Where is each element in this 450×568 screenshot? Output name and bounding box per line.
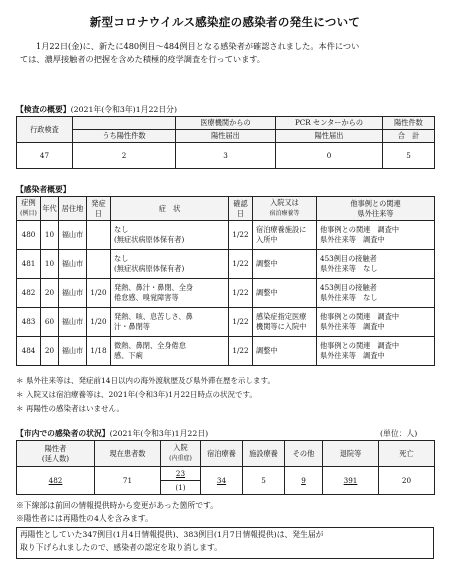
case-symptoms: 微熱、鼻閉、全身倦怠 感、下痢	[111, 337, 229, 366]
case-other: 他事例との関連 調査中 県外往来等 調査中	[317, 337, 435, 366]
intro-line-2: ては、濃厚接触者の把握を含めた積極的疫学調査を行っています。	[20, 54, 265, 64]
case-age: 60	[41, 308, 59, 337]
value-medical: 3	[176, 143, 276, 169]
case-note-1: 県外往来等は、発症前14日以内の海外渡航歴及び県外滞在歴を示します。	[26, 376, 275, 385]
case-row	[17, 221, 435, 250]
header-symptoms: 症 状	[111, 197, 229, 221]
case-hospitalization: 調整中	[253, 279, 317, 308]
city-table	[16, 440, 435, 495]
value-other: 9	[285, 467, 323, 495]
header-other: その他	[285, 441, 323, 467]
header-hospitalization: 入院又は 宿泊療養等	[253, 197, 317, 221]
case-confirmed: 1/22	[229, 337, 253, 366]
value-severe: (1)	[161, 481, 201, 495]
header-administrative: 行政検査	[17, 117, 73, 143]
case-hospitalization: 宿泊療養施設に 入所中	[253, 221, 317, 250]
case-note-3: 再陽性の感染者はいません。	[26, 404, 124, 413]
value-total: 5	[383, 143, 435, 169]
case-number: 480	[17, 221, 41, 250]
case-residence: 福山市	[59, 221, 87, 250]
value-administrative: 47	[17, 143, 73, 169]
case-confirmed: 1/22	[229, 250, 253, 279]
header-current: 現在患者数	[95, 441, 161, 467]
value-facility: 5	[243, 467, 285, 495]
case-number: 482	[17, 279, 41, 308]
case-onset: 1/20	[87, 279, 111, 308]
case-number: 481	[17, 250, 41, 279]
value-positive-sub: 2	[73, 143, 176, 169]
value-current: 71	[95, 467, 161, 495]
case-residence: 福山市	[59, 337, 87, 366]
case-symptoms: 発熱、咳、息苦しさ、鼻 汁・鼻閉等	[111, 308, 229, 337]
header-case-no: 症例 (例目)	[17, 197, 41, 221]
case-confirmed: 1/22	[229, 221, 253, 250]
header-discharged: 退院等	[323, 441, 379, 467]
case-age: 10	[41, 221, 59, 250]
case-other: 他事例との関連 調査中 県外往来等 調査中	[317, 308, 435, 337]
case-onset	[87, 221, 111, 250]
case-age: 20	[41, 337, 59, 366]
header-positive: 陽性者 (延人数)	[17, 441, 95, 467]
header-total: 陽性件数	[383, 117, 435, 130]
case-row	[17, 308, 435, 337]
case-number: 483	[17, 308, 41, 337]
document-page: 新型コロナウイルス感染症の感染者の発生について 1月22日(金)に、新たに480例目～484例目となる感染者が確認されました。本件につい ては、濃厚接触者の把握を含めた積極的疫学調査を行っています。 【検査の概要】(2021年(令和3年)1月22日分) 行政検査 医療機関からの PCR センターからの 陽性件数 うち陽性件数 陽性届出 陽性届出 合 計 47 2 3 0 5 【感染者概要】 症例 (例目) 年代 居住地 発症日 症 状 確認日 入院又は 宿泊療養等 他事例との関連 県外往来等 480 10 福山市 なし (無症状病原体保有者) 1/22 宿泊療養施設に 入所中 他事例との関連 調査中 県外往来等 調査中 481 10 福山市 なし (無症状病原体保有者) 1/22 調整中 453例目の接触者 県外往来等 なし 482 20 福山市 1/20 発熱、鼻汁・鼻閉、全身 倦怠感、嗅覚障害等 1/22 調整中 453例目の接触者 県外往来等 なし 483 60 福山市 1/20 発熱、咳、息苦しさ、鼻 汁・鼻閉等 1/22 感染症指定医療 機関等に入院中 他事例との関連 調査中 県外往来等 調査中 484 20 福山市 1/18 微熱、鼻閉、全身倦怠 感、下痢 1/22 調整中 他事例との関連 調査中 県外往来等 調査中 ＊ 県外往来等は、発症前14日以内の海外渡航歴及び県外滞在歴を示します。 ＊ 入院又は宿泊療養等は、2021年(令和3年)1月22日時点の状況です。 ＊ 再陽性の感染者はいません。 【市内での感染者の状況】(2021年(令和3年)1月22日) (単位：人) 陽性者 (延人数) 現在患者数 入院 (内重症) 宿泊療養 施設療養 その他 退院等 死亡 482 71 23 34 5 9 391 20 (1) ※下線部は前回の情報提供時から変更があった箇所です。 ※陽性者には再陽性の4人を含みます。 再陽性としていた347例目(1月4日情報提供)、383例目(1月7日情報提供)は、発生届が 取り下げられましたので、感染者の認定を取り消します。	[0, 0, 450, 568]
value-pcr: 0	[276, 143, 383, 169]
case-age: 10	[41, 250, 59, 279]
case-other: 453例目の接触者 県外往来等 なし	[317, 250, 435, 279]
case-other: 他事例との関連 調査中 県外往来等 調査中	[317, 221, 435, 250]
header-pcr: PCR センターからの	[276, 117, 383, 130]
case-confirmed: 1/22	[229, 279, 253, 308]
case-onset: 1/20	[87, 308, 111, 337]
footer-text: 再陽性としていた347例目(1月4日情報提供)、383例目(1月7日情報提供)は、発生届が 取り下げられましたので、感染者の認定を取り消します。	[20, 530, 324, 552]
case-confirmed: 1/22	[229, 308, 253, 337]
case-age: 20	[41, 279, 59, 308]
header-death: 死亡	[379, 441, 435, 467]
case-hospitalization: 調整中	[253, 337, 317, 366]
case-number: 484	[17, 337, 41, 366]
case-symptoms: なし (無症状病原体保有者)	[111, 250, 229, 279]
city-note-1: ※下線部は前回の情報提供時から変更があった箇所です。	[16, 501, 219, 510]
case-row	[17, 279, 435, 308]
header-lodging: 宿泊療養	[201, 441, 243, 467]
case-onset: 1/18	[87, 337, 111, 366]
cases-table	[16, 196, 435, 366]
page-title: 新型コロナウイルス感染症の感染者の発生について	[89, 15, 361, 29]
cases-heading: 【感染者概要】	[16, 185, 71, 194]
header-facility: 施設療養	[243, 441, 285, 467]
case-row	[17, 250, 435, 279]
header-other-cases: 他事例との関連 県外往来等	[317, 197, 435, 221]
value-discharged: 391	[323, 467, 379, 495]
case-residence: 福山市	[59, 279, 87, 308]
intro-line-1: 1月22日(金)に、新たに480例目～484例目となる感染者が確認されました。本件につい	[36, 41, 360, 51]
case-note-2: 入院又は宿泊療養等は、2021年(令和3年)1月22日時点の状況です。	[26, 390, 257, 399]
case-residence: 福山市	[59, 308, 87, 337]
case-row	[17, 337, 435, 366]
header-residence: 居住地	[59, 197, 87, 221]
header-age: 年代	[41, 197, 59, 221]
header-confirmed: 確認日	[229, 197, 253, 221]
case-hospitalization: 感染症指定医療 機関等に入院中	[253, 308, 317, 337]
header-onset: 発症日	[87, 197, 111, 221]
city-heading: 【市内での感染者の状況】(2021年(令和3年)1月22日)	[16, 429, 209, 438]
city-note-2: ※陽性者には再陽性の4人を含みます。	[16, 514, 153, 523]
header-hosp: 入院 (内重症)	[161, 441, 201, 467]
header-medical: 医療機関からの	[176, 117, 276, 130]
value-positive: 482	[17, 467, 95, 495]
unit-label: (単位：人)	[380, 429, 418, 438]
header-positive-sub: うち陽性件数	[73, 130, 176, 143]
case-hospitalization: 調整中	[253, 250, 317, 279]
intro-paragraph	[20, 40, 432, 66]
case-symptoms: 発熱、鼻汁・鼻閉、全身 倦怠感、嗅覚障害等	[111, 279, 229, 308]
case-symptoms: なし (無症状病原体保有者)	[111, 221, 229, 250]
case-other: 453例目の接触者 県外往来等 なし	[317, 279, 435, 308]
inspection-table: 行政検査 医療機関からの PCR センターからの 陽性件数 うち陽性件数 陽性届出 陽性届出 合 計 47 2 3 0 5	[16, 116, 435, 169]
value-lodging: 34	[201, 467, 243, 495]
inspection-heading: 【検査の概要】(2021年(令和3年)1月22日分)	[16, 105, 178, 114]
value-hosp: 23	[161, 467, 201, 481]
case-residence: 福山市	[59, 250, 87, 279]
case-onset	[87, 250, 111, 279]
value-death: 20	[379, 467, 435, 495]
